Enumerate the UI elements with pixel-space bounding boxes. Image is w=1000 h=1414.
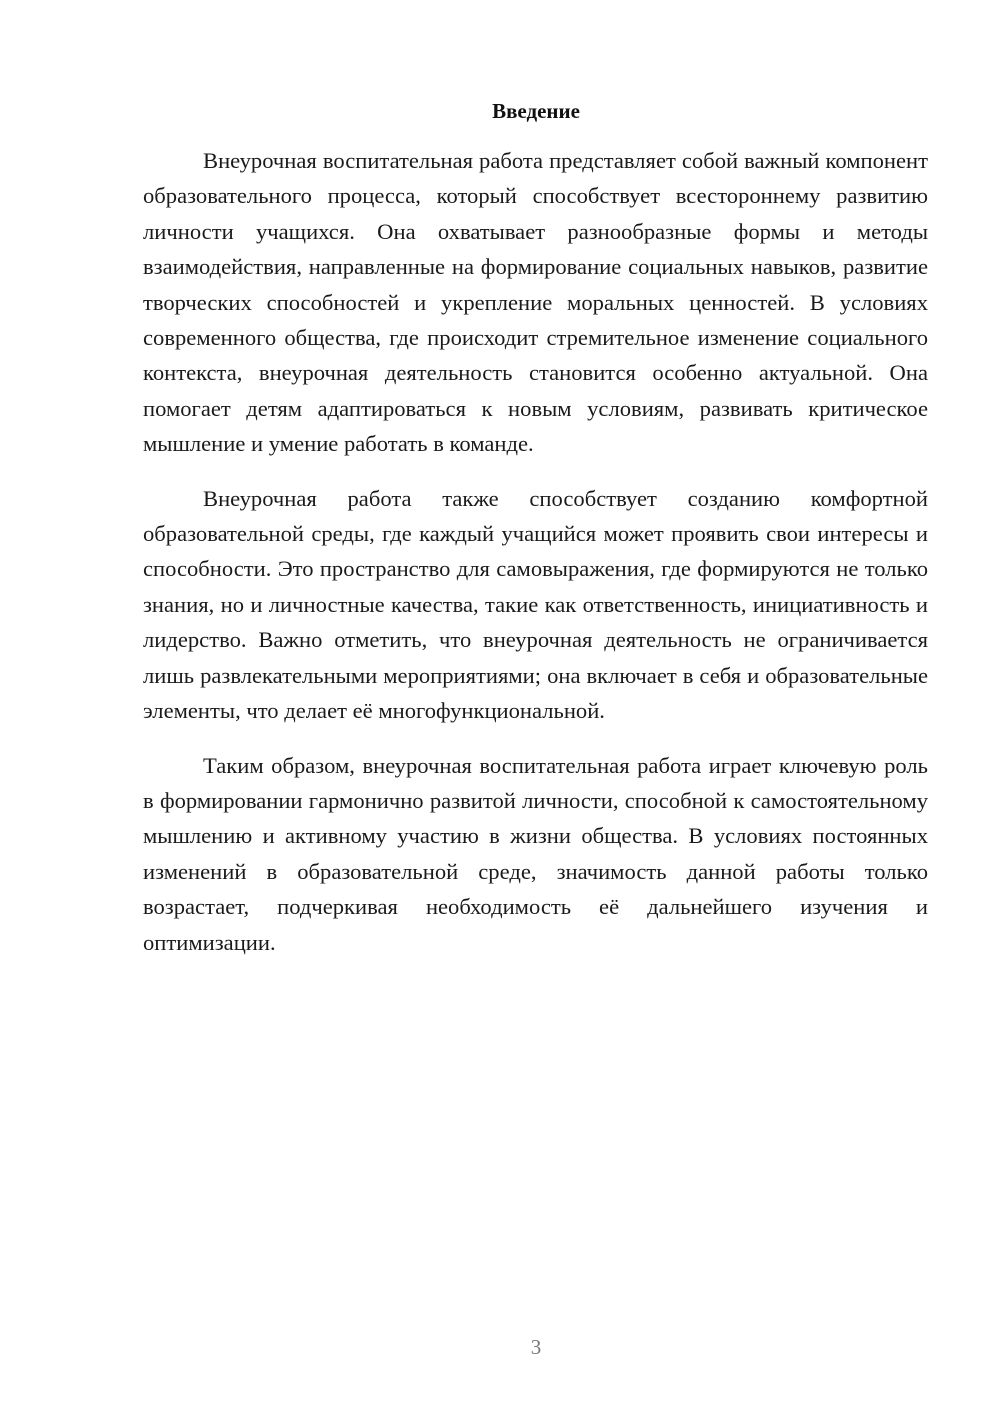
paragraph-2: Внеурочная работа также способствует созданию комфортной образовательной среды, где каждый учащийся может проявить свои интересы и способности. Это пространство для самовыражения, где формируются не только знания, но и личностные качества, такие как ответственность, инициативность и лидерство. Важно отметить, что внеурочная деятельность не ограничивается лишь развлекательными мероприятиями; она включает в себя и образовательные элементы, что делает её многофункциональной.: [143, 485, 928, 724]
page-title: Введение: [492, 99, 580, 123]
paragraph-1: Внеурочная воспитательная работа представляет собой важный компонент образовательного процесса, который способствует всестороннему развитию личности учащихся. Она охватывает разнообразные формы и методы взаимодействия, направленные на формирование социальных навыков, развитие творческих способностей и укрепление моральных ценностей. В условиях современного общества, где происходит стремительное изменение социального контекста, внеурочная деятельность становится особенно актуальной. Она помогает детям адаптироваться к новым условиям, развивать критическое мышление и умение работать в команде.: [143, 148, 928, 457]
paragraph-3: Таким образом, внеурочная воспитательная работа играет ключевую роль в формировании гармонично развитой личности, способной к самостоятельному мышлению и активному участию в жизни общества. В условиях постоянных изменений в образовательной среде, значимость данной работы только возрастает, подчеркивая необходимость её дальнейшего изучения и оптимизации.: [143, 752, 928, 955]
document-body: [143, 143, 928, 979]
page-number: 3: [530, 1335, 542, 1359]
